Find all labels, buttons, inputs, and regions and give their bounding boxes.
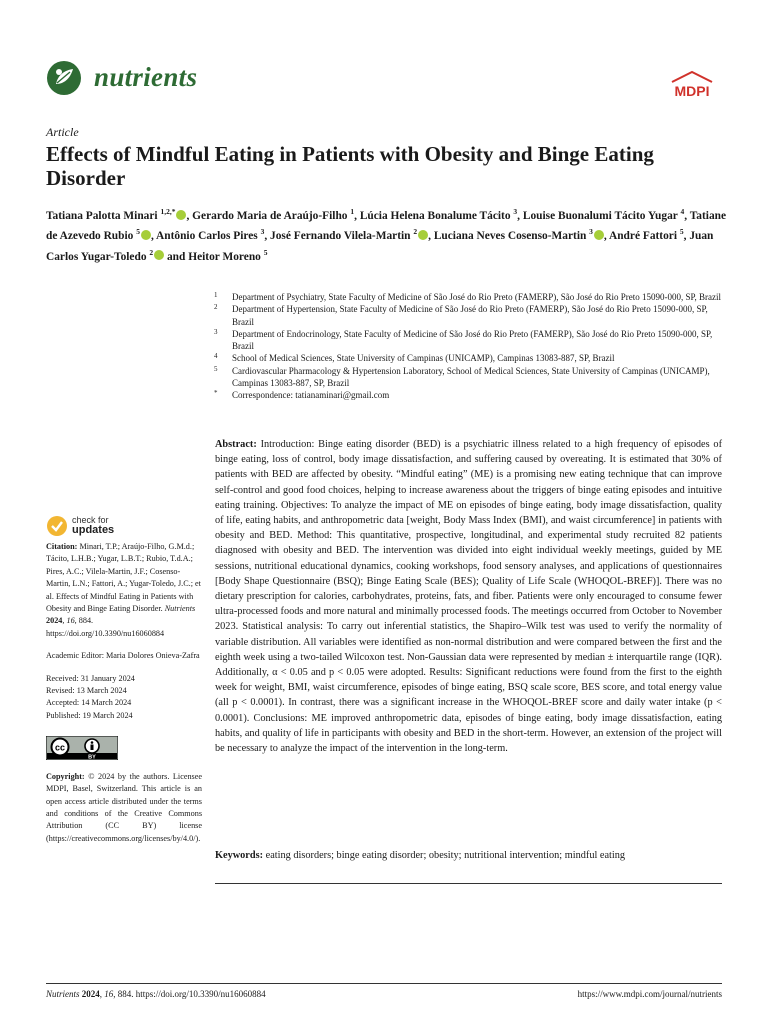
author-affiliation-sup: 1 <box>350 207 355 216</box>
affiliation-number: * <box>214 389 218 398</box>
author-separator: , <box>186 209 193 222</box>
keywords-label: Keywords: <box>215 850 264 861</box>
author-name: Louise Buonalumi Tácito Yugar <box>522 209 678 222</box>
abstract <box>215 437 722 756</box>
affiliation-number: 2 <box>214 303 218 312</box>
author-name: Luciana Neves Cosenso-Martin <box>433 230 587 243</box>
orcid-icon[interactable] <box>594 230 604 240</box>
copyright-text: © 2024 by the authors. Licensee MDPI, Basel, Switzerland. This article is an open access article distributed under the terms and conditions of the Creative Commons Attribution (CC BY) license (https://creativecommons.org/licenses/by/4.0/). <box>46 771 203 843</box>
author-affiliation-sup: 2 <box>149 247 154 257</box>
dates <box>46 673 202 723</box>
keywords-text: eating disorders; binge eating disorder; obesity; nutritional intervention; mindful eating <box>265 850 626 861</box>
author-affiliation-sup: 3 <box>589 227 593 237</box>
citation-doi[interactable]: , 884. https://doi.org/10.3390/nu16060884 <box>46 616 165 638</box>
citation-year: 2024 <box>46 616 63 626</box>
journal-name[interactable]: nutrients <box>94 62 198 92</box>
affiliation-text: Department of Psychiatry, State Faculty of Medicine of São José do Rio Preto (FAMERP), São José do Rio Preto 15090-000, SP, Brazil <box>232 292 721 302</box>
affiliation-text: School of Medical Sciences, State University of Campinas (UNICAMP), Campinas 13083-887, SP, Brazil <box>232 353 615 364</box>
mdpi-label: MDPI <box>674 83 710 99</box>
author-name: Juan Carlos Yugar-Toledo <box>46 230 714 263</box>
affiliation-item <box>214 328 724 353</box>
author-name: Lúcia Helena Bonalume Tácito <box>359 209 511 222</box>
author-list <box>46 204 736 265</box>
copyright-label: Copyright: <box>46 771 85 781</box>
affiliation-text: Correspondence: tatianaminari@gmail.com <box>232 390 390 401</box>
affiliation-number: 5 <box>214 364 218 373</box>
check-updates-line1: check for <box>72 515 109 525</box>
author-name: Tatiane de Azevedo Rubio <box>46 209 727 243</box>
footer-year: 2024 <box>81 989 100 999</box>
nutrients-logo-icon <box>46 60 82 96</box>
affiliation-item <box>214 303 724 328</box>
check-updates-icon <box>46 515 68 537</box>
orcid-icon[interactable] <box>154 250 164 260</box>
academic-editor: Academic Editor: Maria Dolores Onieva-Zafra <box>46 651 200 661</box>
date-received: Received: 31 January 2024 <box>46 673 135 683</box>
author-affiliation-sup: 3 <box>260 227 265 237</box>
orcid-icon[interactable] <box>141 230 151 240</box>
abstract-text: Introduction: Binge eating disorder (BED) is a psychiatric illness related to a high frequency of episodes of binge eating, loss of control, body image dissatisfaction, and suffering caused by overeating. It is estimated that 30% of patients with BED are affected by obesity. “Mindful eating” (ME) is a promising new eating technique that can improve self-control and good food choices, helping to increase awareness about the triggers of binge eating episodes and intuitive eating training. Objectives: To analyze the impact of ME on episodes of binge eating, body image dissatisfaction, quality of life, eating habits, and anthropometric data [weight, Body Mass Index (BMI), and waist circumference] in patients with obesity and BED. Method: This quantitative, prospective, longitudinal, and experimental study recruited 82 patients diagnosed with obesity and BED. The intervention was divided into eight individual weekly meetings, guided by ME sessions, nutritional educational dynamics, cooking workshops, food sensory analyses, and applications of questionnaires [Body Shape Questionnaire (BSQ); Binge Eating Scale (BES); Quality of Life Scale (WHOQOL-BREF)]. There was no dietary prescription for calories, carbohydrates, proteins, fats, and fiber. Patients were only encouraged to consume fewer ultra-processed foods and more natural and minimally processed foods. The meetings occurred from October to November 2023. Statistical analysis: To carry out inferential statistics, the Shapiro–Wilk test was used to verify the normality of variable distribution. All variables were identified as non-normal distribution and were compared between the first and the eighth week using a two-tailed Wilcoxon test. Non-Gaussian data were represented by median ± interquartile range (IQR). Additionally, α < 0.05 and p < 0.05 were adopted. Results: Significant reductions were found from the first to the eighth week for weight, BMI, waist circumference, episodes of binge eating, BSQ scale score, BES score, and total energy value (all p < 0.0001). In contrast, there was a significant increase in the WHOQOL-BREF score and daily water intake (p < 0.0001). Conclusions: ME improved anthropometric data, episodes of binge eating, body image dissatisfaction, eating habits, and quality of life in participants with obesity and BED in the short-term. However, an extension of the project will be necessary to analyze the impact of the intervention in the long-term. <box>215 439 723 755</box>
date-revised: Revised: 13 March 2024 <box>46 686 127 696</box>
author-name: José Fernando Vilela-Martin <box>270 230 411 243</box>
author-separator: , <box>683 230 690 243</box>
citation-label: Citation: <box>46 542 78 551</box>
affiliations <box>214 291 724 402</box>
affiliation-item <box>214 291 724 303</box>
author-affiliation-sup: 2 <box>413 227 418 237</box>
affiliation-number: 3 <box>214 327 218 336</box>
date-accepted: Accepted: 14 March 2024 <box>46 698 132 708</box>
cc-badge-label: BY <box>88 754 96 761</box>
affiliation-item <box>214 365 724 390</box>
affiliation-number: 1 <box>214 291 218 299</box>
citation-text: Minari, T.P.; Araújo-Filho, G.M.d.; Tácito, L.H.B.; Yugar, L.B.T.; Rubio, T.d.A.; Pires, A.C.; Vilela-Martin, J.F.; Cosenso-Martin, L.N.; Fattori, A.; Yugar-Toledo, J.C.; et al. Effects of Mindful Eating in Patients with Obesity and Binge Eating Disorder. <box>46 542 201 614</box>
author-name: Heitor Moreno <box>188 250 261 263</box>
footer-divider <box>46 983 722 984</box>
author-affiliation-sup: 3 <box>513 207 518 216</box>
author-name: André Fattori <box>609 230 678 243</box>
check-for-updates-button[interactable] <box>46 514 156 538</box>
author-affiliation-sup: 5 <box>263 247 268 257</box>
author-separator: , <box>603 230 609 243</box>
author-name: Tatiana Palotta Minari <box>46 209 158 222</box>
date-published: Published: 19 March 2024 <box>46 710 133 720</box>
abstract-label: Abstract: <box>215 439 257 450</box>
affiliation-item <box>214 389 724 401</box>
footer-journal-url[interactable]: https://www.mdpi.com/journal/nutrients <box>577 989 722 999</box>
mdpi-logo-icon[interactable] <box>664 70 720 102</box>
keywords <box>215 848 722 863</box>
author-affiliation-sup: 1,2,* <box>160 207 176 216</box>
cc-by-license-icon[interactable] <box>46 736 118 760</box>
copyright <box>46 771 202 845</box>
affiliation-text: Department of Endocrinology, State Faculty of Medicine of São José do Rio Preto (FAMERP), São José do Rio Preto 15090-000, SP, Brazil <box>232 328 713 352</box>
author-name: Antônio Carlos Pires <box>156 230 258 243</box>
check-updates-line2: updates <box>72 524 115 536</box>
citation-journal: Nutrients <box>164 604 196 614</box>
author-separator: , <box>428 230 434 243</box>
author-affiliation-sup: 4 <box>680 207 685 216</box>
footer-citation: Nutrients 2024, 16, 884. https://doi.org/10.3390/nu16060884 <box>46 989 266 999</box>
author-affiliation-sup: 5 <box>136 227 140 237</box>
orcid-icon[interactable] <box>418 230 428 240</box>
footer-journal: Nutrients <box>46 989 80 999</box>
footer-doi[interactable]: , 884. https://doi.org/10.3390/nu16060884 <box>113 989 266 999</box>
keywords-divider <box>215 883 722 884</box>
author-separator: , <box>264 230 271 243</box>
author-separator: , <box>150 230 157 243</box>
article-type: Article <box>46 125 79 139</box>
orcid-icon[interactable] <box>176 210 186 220</box>
affiliation-number: 4 <box>214 352 218 361</box>
citation: Citation: Minari, T.P.; Araújo-Filho, G.M.d.; Tácito, L.H.B.; Yugar, L.B.T.; Rubio, T.d.A.; Pires, A.C.; Vilela-Martin, J.F.; Cosenso-Martin, L.N.; Fattori, A.; Yugar-Toledo, J.C.; et al. Effects of Mindful Eating in Patients with Obesity and Binge Eating Disorder. Nutrients 2024, 16, 884. https://doi.org/10.3390/nu16060884 <box>46 542 201 638</box>
footer-volume: 16 <box>104 989 114 999</box>
affiliation-item <box>214 352 724 364</box>
author-affiliation-sup: 5 <box>679 227 684 237</box>
author-separator: , <box>354 209 360 222</box>
citation-volume: 16 <box>66 616 75 626</box>
article-title: Effects of Mindful Eating in Patients with Obesity and Binge Eating Disorder <box>46 142 654 190</box>
author-separator: and <box>164 250 189 263</box>
author-separator: , <box>517 209 523 222</box>
svg-text:cc: cc <box>54 742 66 753</box>
affiliation-text: Cardiovascular Pharmacology & Hypertension Laboratory, School of Medical Sciences, State University of Campinas (UNICAMP), Campinas 13083-887, SP, Brazil <box>232 365 710 389</box>
author-separator: , <box>684 209 690 222</box>
sidebar <box>46 541 202 855</box>
affiliation-text: Department of Hypertension, State Faculty of Medicine of São José do Rio Preto (FAMERP), São José do Rio Preto 15090-000, SP, Brazil <box>232 304 708 327</box>
author-name: Gerardo Maria de Araújo-Filho <box>192 209 348 222</box>
